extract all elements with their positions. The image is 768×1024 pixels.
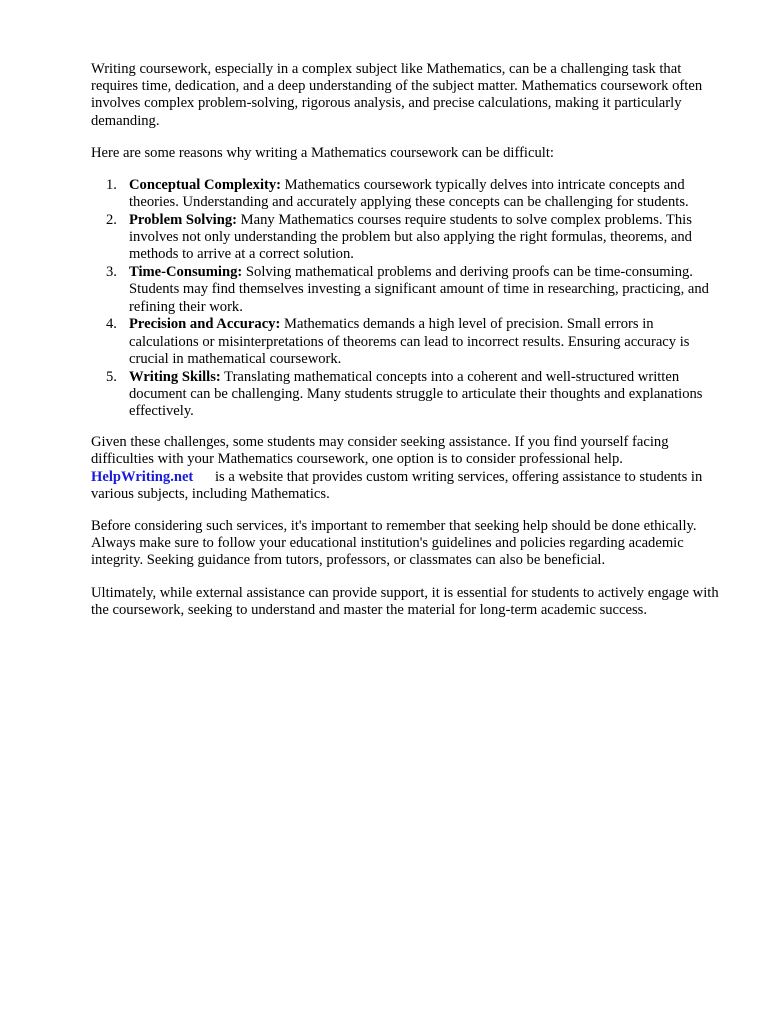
reasons-lead-paragraph: Here are some reasons why writing a Mathematics coursework can be difficult: [91,144,554,161]
document-page [91,61,723,634]
list-item [91,316,723,368]
list-item-title: Precision and Accuracy: [129,316,281,333]
list-item-title: Problem Solving: [129,212,237,229]
list-item [91,177,723,211]
list-item-text: Translating mathematical concepts into a coherent and well-structured written document can be challenging. Many students struggle to articulate their thoughts and explanations effectively. [129,368,703,420]
list-item [91,369,723,421]
intro-paragraph: Writing coursework, especially in a complex subject like Mathematics, can be a challenging task that requires time, dedication, and a deep understanding of the subject matter. Mathematics coursework often involves complex problem-solving, rigorous analysis, and precise calculations, making it particularly demanding. [91,61,703,129]
list-item-text: Solving mathematical problems and deriving proofs can be time-consuming. Students may find themselves investing a significant amount of time in researching, practicing, and refining their work. [129,264,709,315]
reasons-list [91,177,723,420]
service-description-text: is a website that provides custom writing services, offering assistance to students in various subjects, including Mathematics. [91,468,703,502]
challenges-text: Given these challenges, some students may consider seeking assistance. If you find yourself facing difficulties with your Mathematics coursework, one option is to consider professional help. [91,434,669,468]
list-item-text: Mathematics coursework typically delves into intricate concepts and theories. Understanding and accurately applying these concepts can be challenging for students. [129,177,689,211]
list-item-number: 5. [106,368,117,385]
list-item-title: Writing Skills: [129,368,221,385]
list-item-title: Conceptual Complexity: [129,177,282,194]
list-item-number: 4. [106,316,117,333]
conclusion-paragraph: Ultimately, while external assistance can provide support, it is essential for students to actively engage with the coursework, seeking to understand and master the material for long-term academic success. [91,584,719,618]
helpwriting-link[interactable]: HelpWriting.net [91,468,194,485]
list-item [91,264,723,316]
list-item-title: Time-Consuming: [129,264,243,281]
list-item [91,212,723,264]
list-item-text: Mathematics demands a high level of precision. Small errors in calculations or misinterpretations of theorems can lead to incorrect results. Ensuring accuracy is crucial in mathematical coursework. [129,316,690,367]
challenges-paragraph [91,434,723,503]
list-item-number: 3. [106,264,117,281]
ethics-paragraph: Before considering such services, it's important to remember that seeking help should be done ethically. Always make sure to follow your educational institution's guidelines and policies regarding academic integrity. Seeking guidance from tutors, professors, or classmates can also be beneficial. [91,518,697,569]
list-item-text: Many Mathematics courses require students to solve complex problems. This involves not only understanding the problem but also applying the right formulas, theorems, and methods to arrive at a correct solution. [129,212,692,263]
list-item-number: 1. [106,177,117,194]
list-item-number: 2. [106,212,117,229]
